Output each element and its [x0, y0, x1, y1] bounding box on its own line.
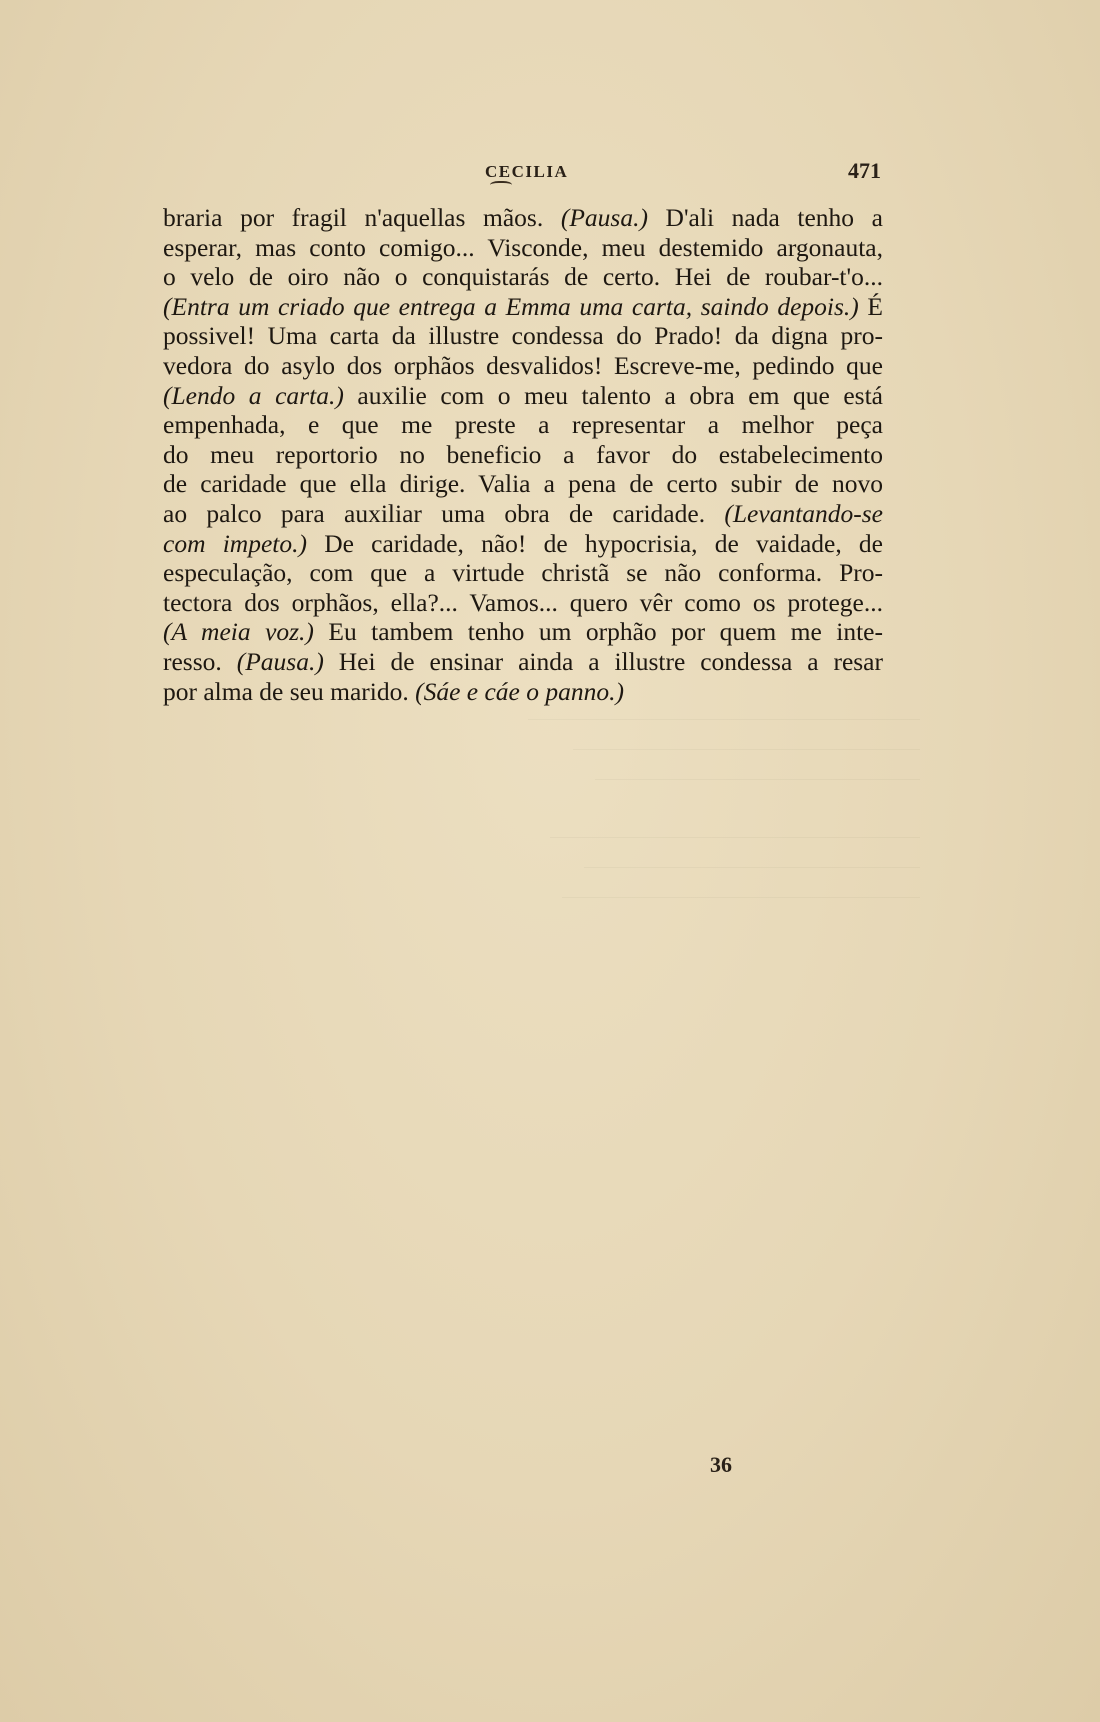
running-head: CECILIA — [485, 162, 569, 181]
stage-direction: (Entra um criado que entrega a Emma uma carta, saindo depois.) — [163, 291, 859, 321]
stage-direction: (A meia voz.) — [163, 617, 314, 647]
stage-direction: (Lendo a carta.) — [163, 380, 344, 410]
dialogue-text: auxilie com o meu talento a obra em que está — [343, 380, 883, 410]
text-line — [163, 440, 883, 470]
header-ornament-icon — [490, 181, 512, 191]
stage-direction: com impeto.) — [163, 528, 307, 558]
dialogue-text: É — [858, 291, 883, 321]
dialogue-text: ao palco para auxiliar uma obra de caridade. — [163, 498, 725, 528]
text-line — [163, 203, 883, 233]
text-line — [163, 588, 883, 618]
dialogue-text: possivel! Uma carta da illustre condessa do Prado! da digna pro- — [163, 321, 883, 351]
dialogue-text: Eu tambem tenho um orphão por quem me inte- — [313, 617, 883, 647]
text-line — [163, 351, 883, 381]
page-number: 471 — [848, 158, 881, 183]
text-line — [163, 617, 883, 647]
text-line — [163, 529, 883, 559]
stage-direction: (Pausa.) — [236, 646, 324, 676]
dialogue-text: de caridade que ella dirige. Valia a pena de certo subir de novo — [163, 469, 883, 499]
text-line — [163, 233, 883, 263]
bleed-through-texture — [360, 690, 920, 898]
dialogue-text: Hei de ensinar ainda a illustre condessa a resar — [323, 646, 883, 676]
dialogue-text: empenhada, e que me preste a representar a melhor peça — [163, 410, 883, 440]
body-text — [163, 203, 883, 706]
stage-direction: (Sáe e cáe o panno.) — [415, 676, 624, 706]
text-line — [163, 677, 883, 707]
dialogue-text: do meu reportorio no beneficio a favor do estabelecimento — [163, 439, 883, 469]
dialogue-text: braria por fragil n'aquellas mãos. — [163, 203, 561, 232]
page-header — [163, 158, 881, 188]
dialogue-text: esperar, mas conto comigo... Visconde, meu destemido argonauta, — [163, 232, 883, 262]
dialogue-text: por alma de seu marido. — [163, 676, 416, 706]
dialogue-text: tectora dos orphãos, ella?... Vamos... quero vêr como os protege... — [163, 587, 883, 617]
text-line — [163, 647, 883, 677]
dialogue-text: D'ali nada tenho a — [647, 203, 883, 232]
text-line — [163, 292, 883, 322]
dialogue-text: vedora do asylo dos orphãos desvalidos! Escreve-me, pedindo que — [163, 350, 883, 380]
text-line — [163, 469, 883, 499]
text-line — [163, 262, 883, 292]
dialogue-text: resso. — [163, 646, 237, 676]
text-line — [163, 410, 883, 440]
text-line — [163, 499, 883, 529]
text-line — [163, 558, 883, 588]
dialogue-text: De caridade, não! de hypocrisia, de vaidade, de — [306, 528, 883, 558]
dialogue-text: o velo de oiro não o conquistarás de certo. Hei de roubar-t'o... — [163, 262, 883, 292]
stage-direction: (Levantando-se — [724, 498, 883, 528]
dialogue-text: especulação, com que a virtude christã se não conforma. Pro- — [163, 558, 883, 588]
signature-mark: 36 — [710, 1452, 732, 1477]
text-line — [163, 321, 883, 351]
text-line — [163, 381, 883, 411]
stage-direction: (Pausa.) — [560, 203, 648, 232]
